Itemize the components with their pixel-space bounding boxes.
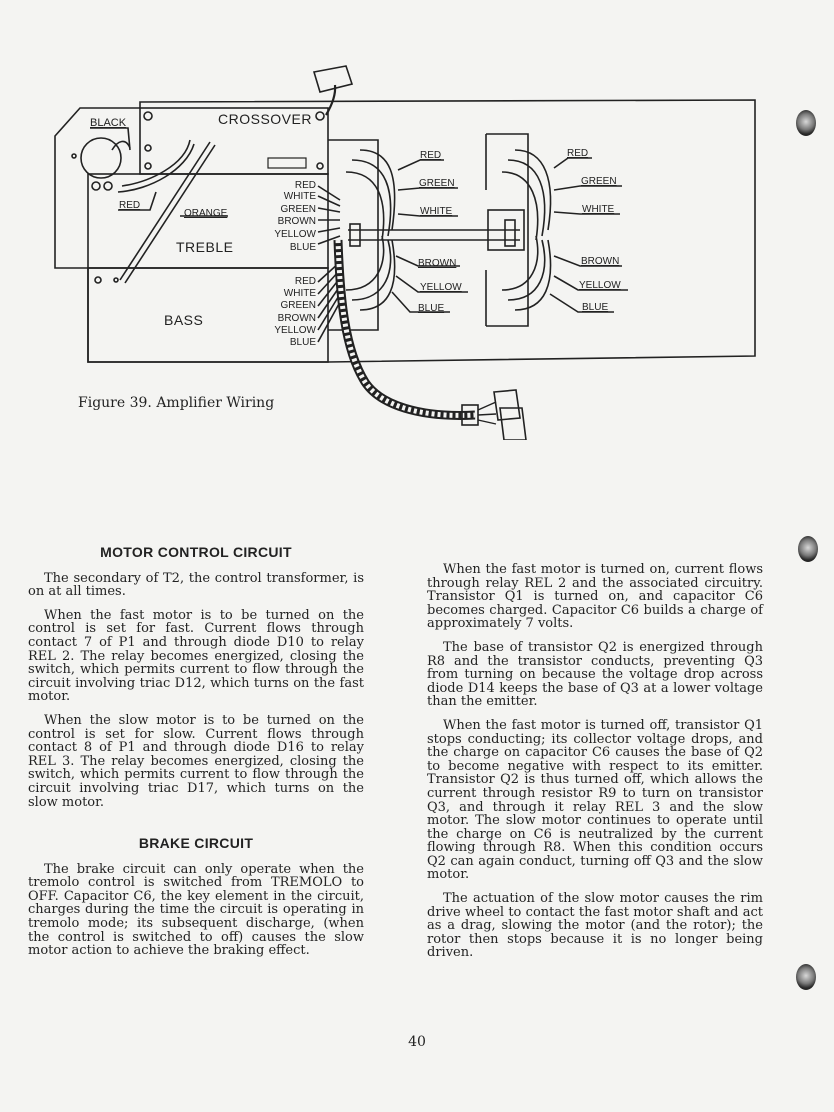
paragraph: The brake circuit can only operate when the tremolo control is switched from TREMOLO to OFF. Capacitor C6, the key element in the circuit, charges during the time the circuit is operating in tremolo mode; its subsequent discharge, (when the control is switched to off) causes the slow motor action to achieve the braking effect. — [28, 861, 364, 959]
bass-wire-brown: BROWN — [277, 313, 316, 324]
paragraph: The base of transistor Q2 is energized through R8 and the transistor conducts, preventing Q3 from turning on because the voltage drop across diode D14 keeps the base of Q3 at a lower voltage than the emitter. — [427, 639, 763, 710]
treble-wire-green: GREEN — [280, 204, 316, 215]
mid-wire-blue: BLUE — [418, 303, 445, 314]
amplifier-wiring-diagram — [0, 0, 834, 440]
heading-brake-circuit: BRAKE CIRCUIT — [138, 835, 254, 852]
paragraph: When the fast motor is turned on, current flows through relay REL 2 and the associated circuitry. Transistor Q1 is turned on, and capacitor C6 becomes charged. Capacitor C6 builds a charge of approximately 7 volts. — [427, 562, 763, 632]
page-number: 40 — [408, 1034, 426, 1050]
right-wire-brown: BROWN — [581, 256, 620, 267]
mid-wire-yellow: YELLOW — [420, 282, 462, 293]
heading-motor-control: MOTOR CONTROL CIRCUIT — [100, 544, 292, 560]
right-column — [427, 563, 763, 970]
paragraph: The secondary of T2, the control transformer, is on at all times. — [28, 570, 364, 600]
bass-wire-white: WHITE — [283, 288, 316, 299]
treble-wire-red: RED — [294, 180, 316, 191]
right-wire-white: WHITE — [582, 204, 615, 215]
bass-wire-red: RED — [294, 276, 316, 287]
right-wire-green: GREEN — [581, 176, 617, 187]
mid-wire-brown: BROWN — [418, 258, 457, 269]
bass-wire-yellow: YELLOW — [274, 325, 316, 336]
label-bass: BASS — [164, 312, 204, 328]
treble-wire-yellow: YELLOW — [274, 229, 316, 240]
treble-wire-white: WHITE — [283, 191, 316, 202]
right-wire-red: RED — [567, 148, 589, 159]
right-wire-yellow: YELLOW — [579, 280, 621, 291]
label-crossover: CROSSOVER — [218, 111, 312, 127]
treble-wire-brown: BROWN — [277, 216, 316, 227]
left-column — [28, 540, 364, 968]
paragraph: The actuation of the slow motor causes the rim drive wheel to contact the fast motor shaft and act as a drag, slowing the motor (and the rotor); the rotor then stops because it is no longer being driven. — [427, 891, 763, 961]
label-black: BLACK — [90, 117, 127, 129]
paragraph: When the slow motor is to be turned on the control is set for slow. Current flows through contact 8 of P1 and through diode D16 to relay REL 3. The relay becomes energized, closing the switch, which permits current to flow through the circuit involving triac D17, which turns on the slow motor. — [28, 712, 364, 810]
label-treble: TREBLE — [176, 239, 234, 255]
paragraph: When the fast motor is turned off, transistor Q1 stops conducting; its collector voltage drops, and the charge on capacitor C6 causes the base of Q2 to become negative with respect to its emitter. Transistor Q2 is thus turned off, which allows the current through resistor R9 to turn on transistor Q3, and through it relay REL 3 and the slow motor. The slow motor continues to operate until the charge on C6 is neutralized by the current flowing through R8. When this condition occurs Q2 can again conduct, turning off Q3 and the slow motor. — [427, 717, 763, 883]
binder-hole-bottom — [796, 964, 816, 990]
mid-wire-white: WHITE — [420, 206, 453, 217]
bass-wire-blue: BLUE — [289, 337, 316, 348]
figure-caption: Figure 39. Amplifier Wiring — [78, 395, 275, 411]
label-red-left: RED — [119, 200, 141, 211]
mid-wire-red: RED — [420, 150, 442, 161]
treble-wire-blue: BLUE — [289, 242, 316, 253]
bass-wire-green: GREEN — [280, 300, 316, 311]
label-orange: ORANGE — [184, 208, 228, 219]
mid-wire-green: GREEN — [419, 178, 455, 189]
paragraph: When the fast motor is to be turned on the control is set for fast. Current flows through contact 7 of P1 and through diode D10 to relay REL 2. The relay becomes energized, closing the switch, which permits current to flow through the circuit involving triac D12, which turns on the fast motor. — [28, 607, 364, 705]
binder-hole-middle — [798, 536, 818, 562]
right-wire-blue: BLUE — [582, 302, 609, 313]
